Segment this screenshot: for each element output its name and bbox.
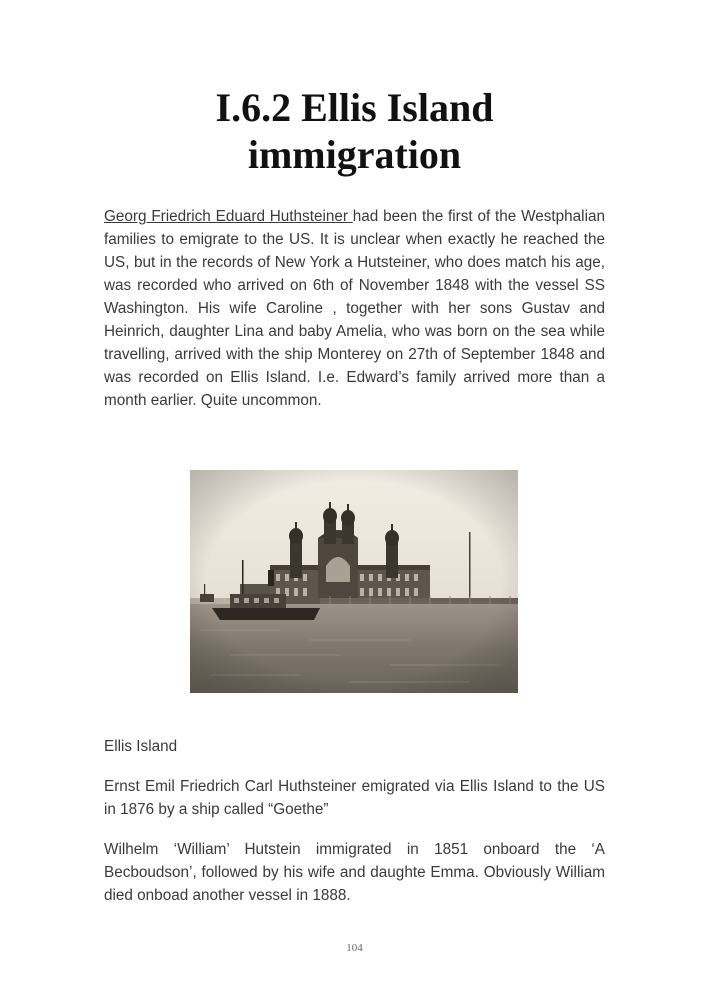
intro-paragraph	[104, 205, 605, 412]
page-title: I.6.2 Ellis Island immigration	[215, 85, 494, 177]
figure-caption: Ellis Island	[104, 738, 178, 755]
ernst-paragraph: Ernst Emil Friedrich Carl Huthsteiner emigrated via Ellis Island to the US in 1876 by a ship called “Goethe”	[104, 778, 605, 818]
wilhelm-paragraph: Wilhelm ‘William’ Hutstein immigrated in 1851 onboard the ‘A Becboudson’, followed by his wife and daughte Emma. Obviously William died onboad another vessel in 1888.	[104, 841, 605, 904]
ellis-island-photo	[190, 470, 518, 693]
intro-paragraph-text: had been the first of the Westphalian families to emigrate to the US. It is unclear when exactly he reached the US, but in the records of New York a Hutsteiner, who does match his age, was recorded who arrived on 6th of November 1848 with the vessel SS Washington. His wife Caroline , together with her sons Gustav and Heinrich, daughter Lina and baby Amelia, who was born on the sea while travelling, arrived with the ship Monterey on 27th of September 1848 and was recorded on Ellis Island. I.e. Edward’s family arrived more than a month earlier. Quite uncommon.	[104, 208, 605, 409]
page-number: 104	[346, 942, 363, 954]
person-link[interactable]: Georg Friedrich Eduard Huthsteiner	[104, 208, 353, 225]
